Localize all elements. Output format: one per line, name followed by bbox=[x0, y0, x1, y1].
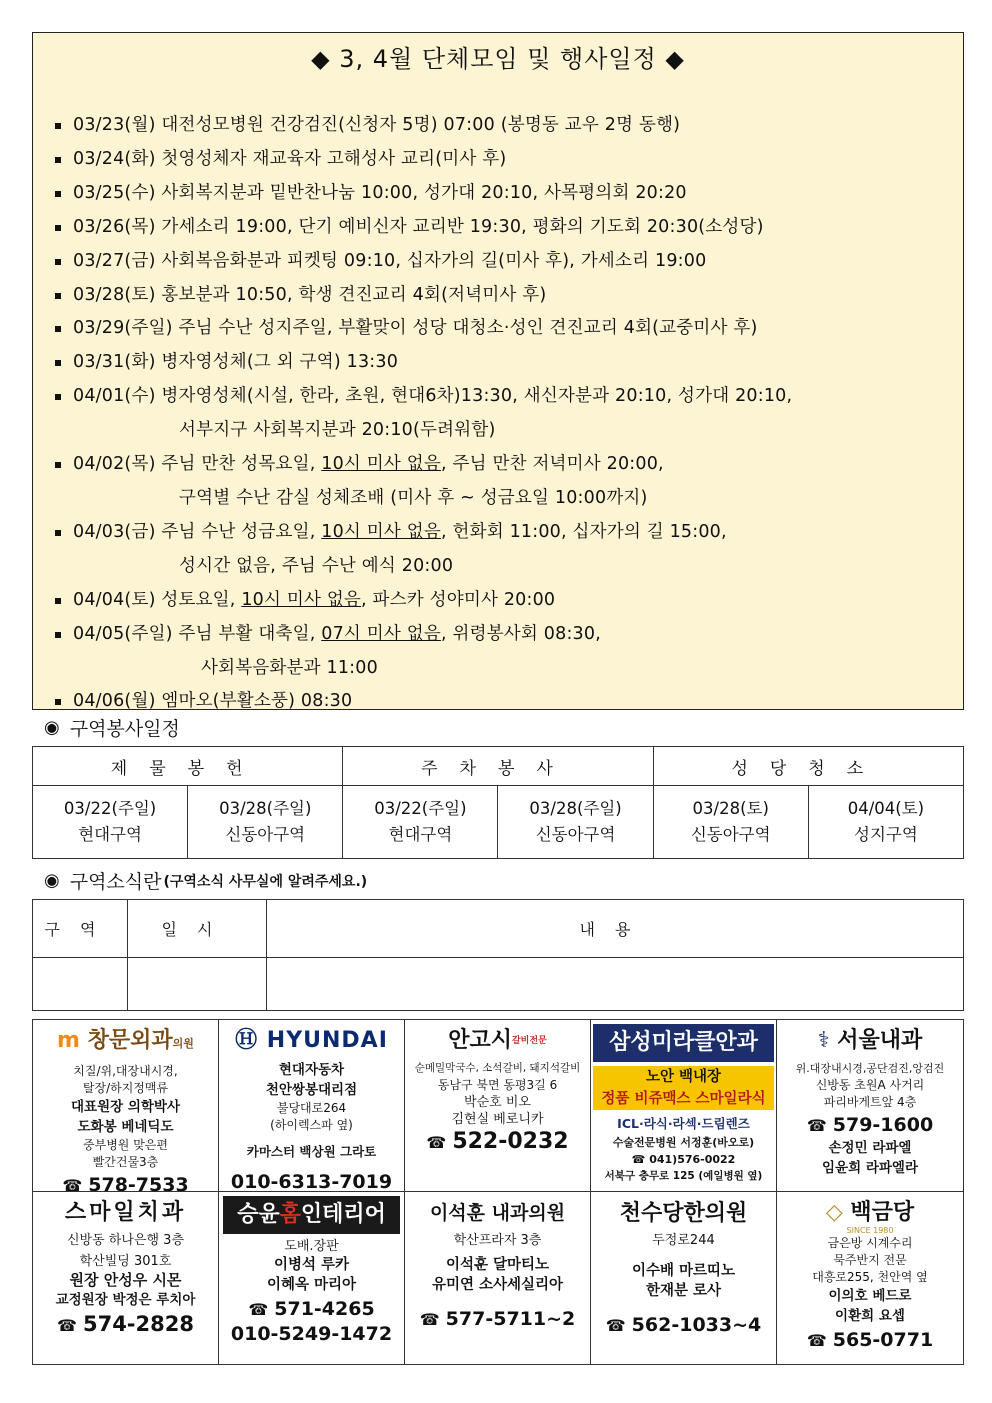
ad-name: 임윤희 라파엘라 bbox=[822, 1160, 918, 1176]
ad-text: 동남구 북면 동평3길 6 bbox=[437, 1078, 558, 1092]
phone-icon: ☎ bbox=[631, 1153, 646, 1166]
ad-name: 대표원장 의학박사 bbox=[70, 1099, 181, 1115]
ad-text: 중부병원 맞은편 bbox=[83, 1138, 168, 1152]
column-header: 제물봉헌 bbox=[33, 747, 343, 786]
item-text: 03/29(주일) 주님 수난 성지주일, 부활맞이 성당 대청소·성인 견진교리 4회(교중미사 후) bbox=[73, 318, 758, 339]
m-logo-icon: m bbox=[57, 1028, 80, 1053]
news-table bbox=[32, 899, 964, 1011]
ad-text: 서북구 충무로 125 (예일병원 옆) bbox=[604, 1170, 763, 1182]
ad-name: 이병석 루카 bbox=[273, 1257, 350, 1273]
ad-text: 신방동 초원A 사거리 bbox=[815, 1078, 925, 1092]
service-table bbox=[32, 746, 964, 859]
list-item bbox=[53, 380, 955, 448]
column-header: 내용 bbox=[267, 900, 964, 958]
table-cell bbox=[128, 958, 267, 1011]
list-item bbox=[53, 312, 955, 346]
table-cell bbox=[653, 786, 808, 859]
list-item bbox=[53, 448, 955, 516]
ad-name: 이의호 베드로 bbox=[828, 1288, 912, 1304]
table-row bbox=[33, 958, 964, 1011]
phone-icon: ☎ bbox=[605, 1316, 626, 1335]
item-text: 04/03(금) 주님 수난 성금요일, bbox=[73, 521, 322, 542]
ad-name: 이석훈 달마티노 bbox=[445, 1257, 550, 1273]
ad-name: 김현실 베로니카 bbox=[451, 1112, 544, 1127]
ad-text: 치질/위,대장내시경, bbox=[73, 1064, 178, 1078]
item-text: 03/28(토) 홍보분과 10:50, 학생 견진교리 4회(저녁미사 후) bbox=[73, 284, 547, 305]
ad-name: 교정원장 박정은 루치아 bbox=[55, 1292, 196, 1308]
cell-area: 현대구역 bbox=[388, 825, 453, 844]
phone-icon: ☎ bbox=[426, 1133, 447, 1152]
ad-text: 신방동 하나은행 3층 bbox=[67, 1233, 184, 1248]
list-item bbox=[53, 346, 955, 380]
item-continuation: 성시간 없음, 주님 수난 예식 20:00 bbox=[179, 555, 454, 576]
ad-name: 박순호 비오 bbox=[464, 1095, 531, 1110]
ad-text: 묵주반지 전문 bbox=[833, 1253, 907, 1267]
item-text: , 주님 만찬 저녁미사 20:00, bbox=[440, 454, 664, 475]
ad-seungyun-interior bbox=[219, 1192, 405, 1364]
table-cell bbox=[267, 958, 964, 1011]
cell-date: 03/28(주일) bbox=[529, 799, 622, 818]
item-text: , 파스카 성야미사 20:00 bbox=[361, 589, 556, 610]
phone-icon: ☎ bbox=[806, 1331, 827, 1350]
ad-text: 불당대로264 bbox=[276, 1101, 347, 1115]
cell-area: 신동아구역 bbox=[535, 825, 616, 844]
ad-text: 빨간건물3층 bbox=[92, 1155, 159, 1169]
ad-logo: ◇ 백금당 bbox=[825, 1200, 915, 1225]
ad-text: 금은방 시계수리 bbox=[827, 1236, 913, 1250]
ad-smile-dental bbox=[33, 1192, 219, 1364]
ad-name: 유미연 소사세실리아 bbox=[431, 1277, 564, 1293]
ad-changmun-clinic bbox=[33, 1020, 219, 1192]
ad-phone: ☎ 565-0771 bbox=[806, 1329, 934, 1351]
cell-area: 현대구역 bbox=[78, 825, 142, 844]
schedule-title: ◆ 3, 4월 단체모임 및 행사일정 ◆ bbox=[311, 45, 685, 73]
ad-baekgeumdang bbox=[777, 1192, 963, 1364]
ad-text: 순메밀막국수, 소석갈비, 돼지석갈비 bbox=[414, 1062, 581, 1074]
ads-grid bbox=[32, 1019, 964, 1365]
ad-text: 학산빌딩 301호 bbox=[79, 1254, 172, 1269]
phone-icon: ☎ bbox=[62, 1176, 83, 1192]
cell-date: 03/22(주일) bbox=[374, 799, 467, 818]
column-header: 일시 bbox=[128, 900, 267, 958]
service-heading bbox=[44, 714, 180, 741]
phone-icon: ☎ bbox=[419, 1310, 440, 1329]
list-item bbox=[53, 279, 955, 313]
item-continuation: 사회복음화분과 11:00 bbox=[201, 657, 378, 678]
table-cell bbox=[33, 786, 188, 859]
ad-logo: 천수당한의원 bbox=[619, 1200, 748, 1226]
ad-phone: ☎ 562-1033~4 bbox=[605, 1314, 762, 1336]
ad-phone: ☎ 522-0232 bbox=[426, 1129, 569, 1154]
item-text: 03/26(목) 가세소리 19:00, 단기 예비신자 교리반 19:30, 평화의 기도회 20:30(소성당) bbox=[73, 216, 764, 237]
list-item bbox=[53, 245, 955, 279]
ad-phone: ☎ 574-2828 bbox=[57, 1312, 194, 1336]
table-cell bbox=[33, 958, 128, 1011]
ad-name: 이혜옥 마리아 bbox=[266, 1277, 357, 1293]
item-text: 03/25(수) 사회복지분과 밑반찬나눔 10:00, 성가대 20:10, 사목평의회 20:20 bbox=[73, 182, 687, 203]
ad-text: 파리바게트앞 4층 bbox=[823, 1095, 917, 1109]
phone-icon: ☎ bbox=[248, 1300, 269, 1319]
service-heading-text: 구역봉사일정 bbox=[69, 718, 180, 740]
ad-banner: 노안 백내장 정품 비쥬맥스 스마일라식 bbox=[593, 1066, 774, 1110]
item-continuation: 구역별 수난 감실 성체조배 (미사 후 ~ 성금요일 10:00까지) bbox=[179, 487, 648, 508]
list-item bbox=[53, 143, 955, 177]
list-item bbox=[53, 109, 955, 143]
ad-text: 두정로244 bbox=[652, 1233, 715, 1248]
table-cell bbox=[808, 786, 963, 859]
ad-samsung-eye-clinic bbox=[591, 1020, 777, 1192]
bullet-circle-icon: ◉ bbox=[44, 870, 60, 891]
list-item bbox=[53, 584, 955, 618]
ad-name: 손정민 라파엘 bbox=[828, 1140, 912, 1156]
item-underlined: 10시 미사 없음 bbox=[321, 521, 441, 542]
phone-icon: ☎ bbox=[57, 1316, 77, 1335]
item-continuation: 서부지구 사회복지분과 20:10(두려워함) bbox=[179, 420, 496, 441]
ad-tag: SINCE 1980 bbox=[846, 1226, 894, 1235]
item-underlined: 10시 미사 없음 bbox=[321, 454, 441, 475]
column-header: 성당청소 bbox=[653, 747, 963, 786]
item-text: 04/01(수) 병자영성체(시설, 한라, 초원, 현대6차)13:30, 새신자분과 20:10, 성가대 20:10, bbox=[73, 386, 793, 407]
hyundai-logo-icon: Ⓗ bbox=[235, 1028, 259, 1053]
cell-area: 신동아구역 bbox=[690, 825, 771, 844]
ad-text: 탈장/하지정맥류 bbox=[82, 1081, 169, 1095]
cell-area: 신동아구역 bbox=[225, 825, 306, 844]
list-item bbox=[53, 618, 955, 686]
ad-text: 대흥로255, 천안역 옆 bbox=[812, 1270, 928, 1284]
ad-phone: ☎ 579-1600 bbox=[806, 1114, 934, 1136]
ad-name: 이수배 마르띠노 bbox=[631, 1263, 736, 1279]
ad-text: 도배.장판 bbox=[284, 1239, 339, 1254]
ad-phone: ☎ 578-7533 bbox=[37, 1173, 214, 1192]
ad-name: 도화봉 베네딕도 bbox=[77, 1119, 174, 1135]
ad-seoul-internal bbox=[777, 1020, 963, 1192]
cell-date: 03/22(주일) bbox=[63, 799, 157, 818]
table-cell bbox=[343, 786, 498, 859]
ad-logo: m 창문외과의원 bbox=[57, 1028, 194, 1053]
ad-logo: 이석훈 내과의원 bbox=[429, 1202, 566, 1224]
emblem-icon: ⚕ bbox=[817, 1028, 830, 1053]
item-text: 03/23(월) 대전성모병원 건강검진(신청자 5명) 07:00 (봉명동 교우 2명 동행) bbox=[73, 115, 681, 135]
item-text: , 위령봉사회 08:30, bbox=[440, 623, 601, 644]
item-text: 03/27(금) 사회복음화분과 피켓팅 09:10, 십자가의 길(미사 후), 가세소리 19:00 bbox=[73, 250, 707, 271]
schedule-box bbox=[32, 32, 964, 710]
item-text: 04/04(토) 성토요일, bbox=[73, 589, 242, 610]
ad-logo: Ⓗ HYUNDAI bbox=[235, 1028, 388, 1053]
list-item bbox=[53, 516, 955, 584]
ad-phone: 010-5249-1472 bbox=[230, 1323, 393, 1345]
column-header: 주차봉사 bbox=[343, 747, 653, 786]
cell-date: 04/04(토) bbox=[847, 799, 925, 818]
item-text: 04/02(목) 주님 만찬 성목요일, bbox=[73, 454, 322, 475]
ad-ankosi bbox=[405, 1020, 591, 1192]
table-row bbox=[33, 786, 964, 859]
ad-phone: ☎ 571-4265 bbox=[248, 1298, 375, 1320]
item-text: , 헌화회 11:00, 십자가의 길 15:00, bbox=[440, 521, 727, 542]
ad-hyundai bbox=[219, 1020, 405, 1192]
column-header: 구역 bbox=[33, 900, 128, 958]
ad-text: (하이렉스파 옆) bbox=[270, 1118, 353, 1132]
table-cell bbox=[188, 786, 343, 859]
ad-lee-internal bbox=[405, 1192, 591, 1364]
ad-text: 위.대장내시경,공단검진,앙검진 bbox=[795, 1062, 945, 1075]
ad-name: 천안쌍봉대리점 bbox=[265, 1082, 358, 1098]
schedule-list bbox=[53, 109, 955, 719]
ad-logo: 안고시$^{갈비전문}$ bbox=[448, 1028, 547, 1053]
ad-text: 학산프라자 3층 bbox=[453, 1233, 542, 1248]
ad-name: 현대자동차 bbox=[278, 1062, 345, 1078]
ad-name: 이환희 요셉 bbox=[835, 1308, 905, 1324]
news-note: (구역소식 사무실에 알려주세요.) bbox=[163, 873, 368, 890]
item-text: 04/05(주일) 주님 부활 대축일, bbox=[73, 623, 322, 644]
news-heading-text: 구역소식란 bbox=[69, 871, 162, 893]
ad-logo: 승윤홈인테리어 bbox=[223, 1196, 400, 1234]
list-item bbox=[53, 177, 955, 211]
ad-name: 카마스터 백상원 그라토 bbox=[246, 1144, 377, 1159]
news-heading bbox=[44, 867, 367, 894]
bullet-circle-icon: ◉ bbox=[44, 717, 60, 738]
item-text: 04/06(월) 엠마오(부활소풍) 08:30 bbox=[73, 691, 353, 712]
ad-text: ☎ 041)576-0022 bbox=[631, 1153, 736, 1166]
cell-area: 성지구역 bbox=[854, 825, 918, 844]
item-text: 03/24(화) 첫영성체자 재교육자 고해성사 교리(미사 후) bbox=[73, 148, 507, 169]
table-cell bbox=[498, 786, 653, 859]
list-item bbox=[53, 685, 955, 719]
ad-logo: ⚕ 서울내과 bbox=[817, 1028, 923, 1053]
cell-date: 03/28(주일) bbox=[219, 799, 312, 818]
cell-date: 03/28(토) bbox=[692, 799, 769, 818]
ad-logo: 삼성미라클안과 bbox=[593, 1024, 774, 1062]
ad-name: ICL·라식·라섹·드림렌즈 bbox=[617, 1116, 750, 1131]
ad-name: 한재분 로사 bbox=[645, 1283, 722, 1299]
item-underlined: 10시 미사 없음 bbox=[241, 589, 362, 610]
ad-logo: 스마일치과 bbox=[64, 1200, 187, 1225]
ad-cheonsudang bbox=[591, 1192, 777, 1364]
ad-phone: 010-6313-7019 bbox=[230, 1171, 393, 1192]
diamond-icon: ◇ bbox=[825, 1200, 843, 1225]
phone-icon: ☎ bbox=[806, 1116, 827, 1135]
item-text: 03/31(화) 병자영성체(그 외 구역) 13:30 bbox=[73, 352, 399, 373]
ad-phone: ☎ 577-5711~2 bbox=[419, 1308, 576, 1330]
item-underlined: 07시 미사 없음 bbox=[321, 623, 441, 644]
list-item bbox=[53, 211, 955, 245]
ad-name: 원장 안성우 시몬 bbox=[69, 1271, 182, 1289]
ad-text: 수술전문병원 서정훈(바오로) bbox=[612, 1136, 755, 1149]
